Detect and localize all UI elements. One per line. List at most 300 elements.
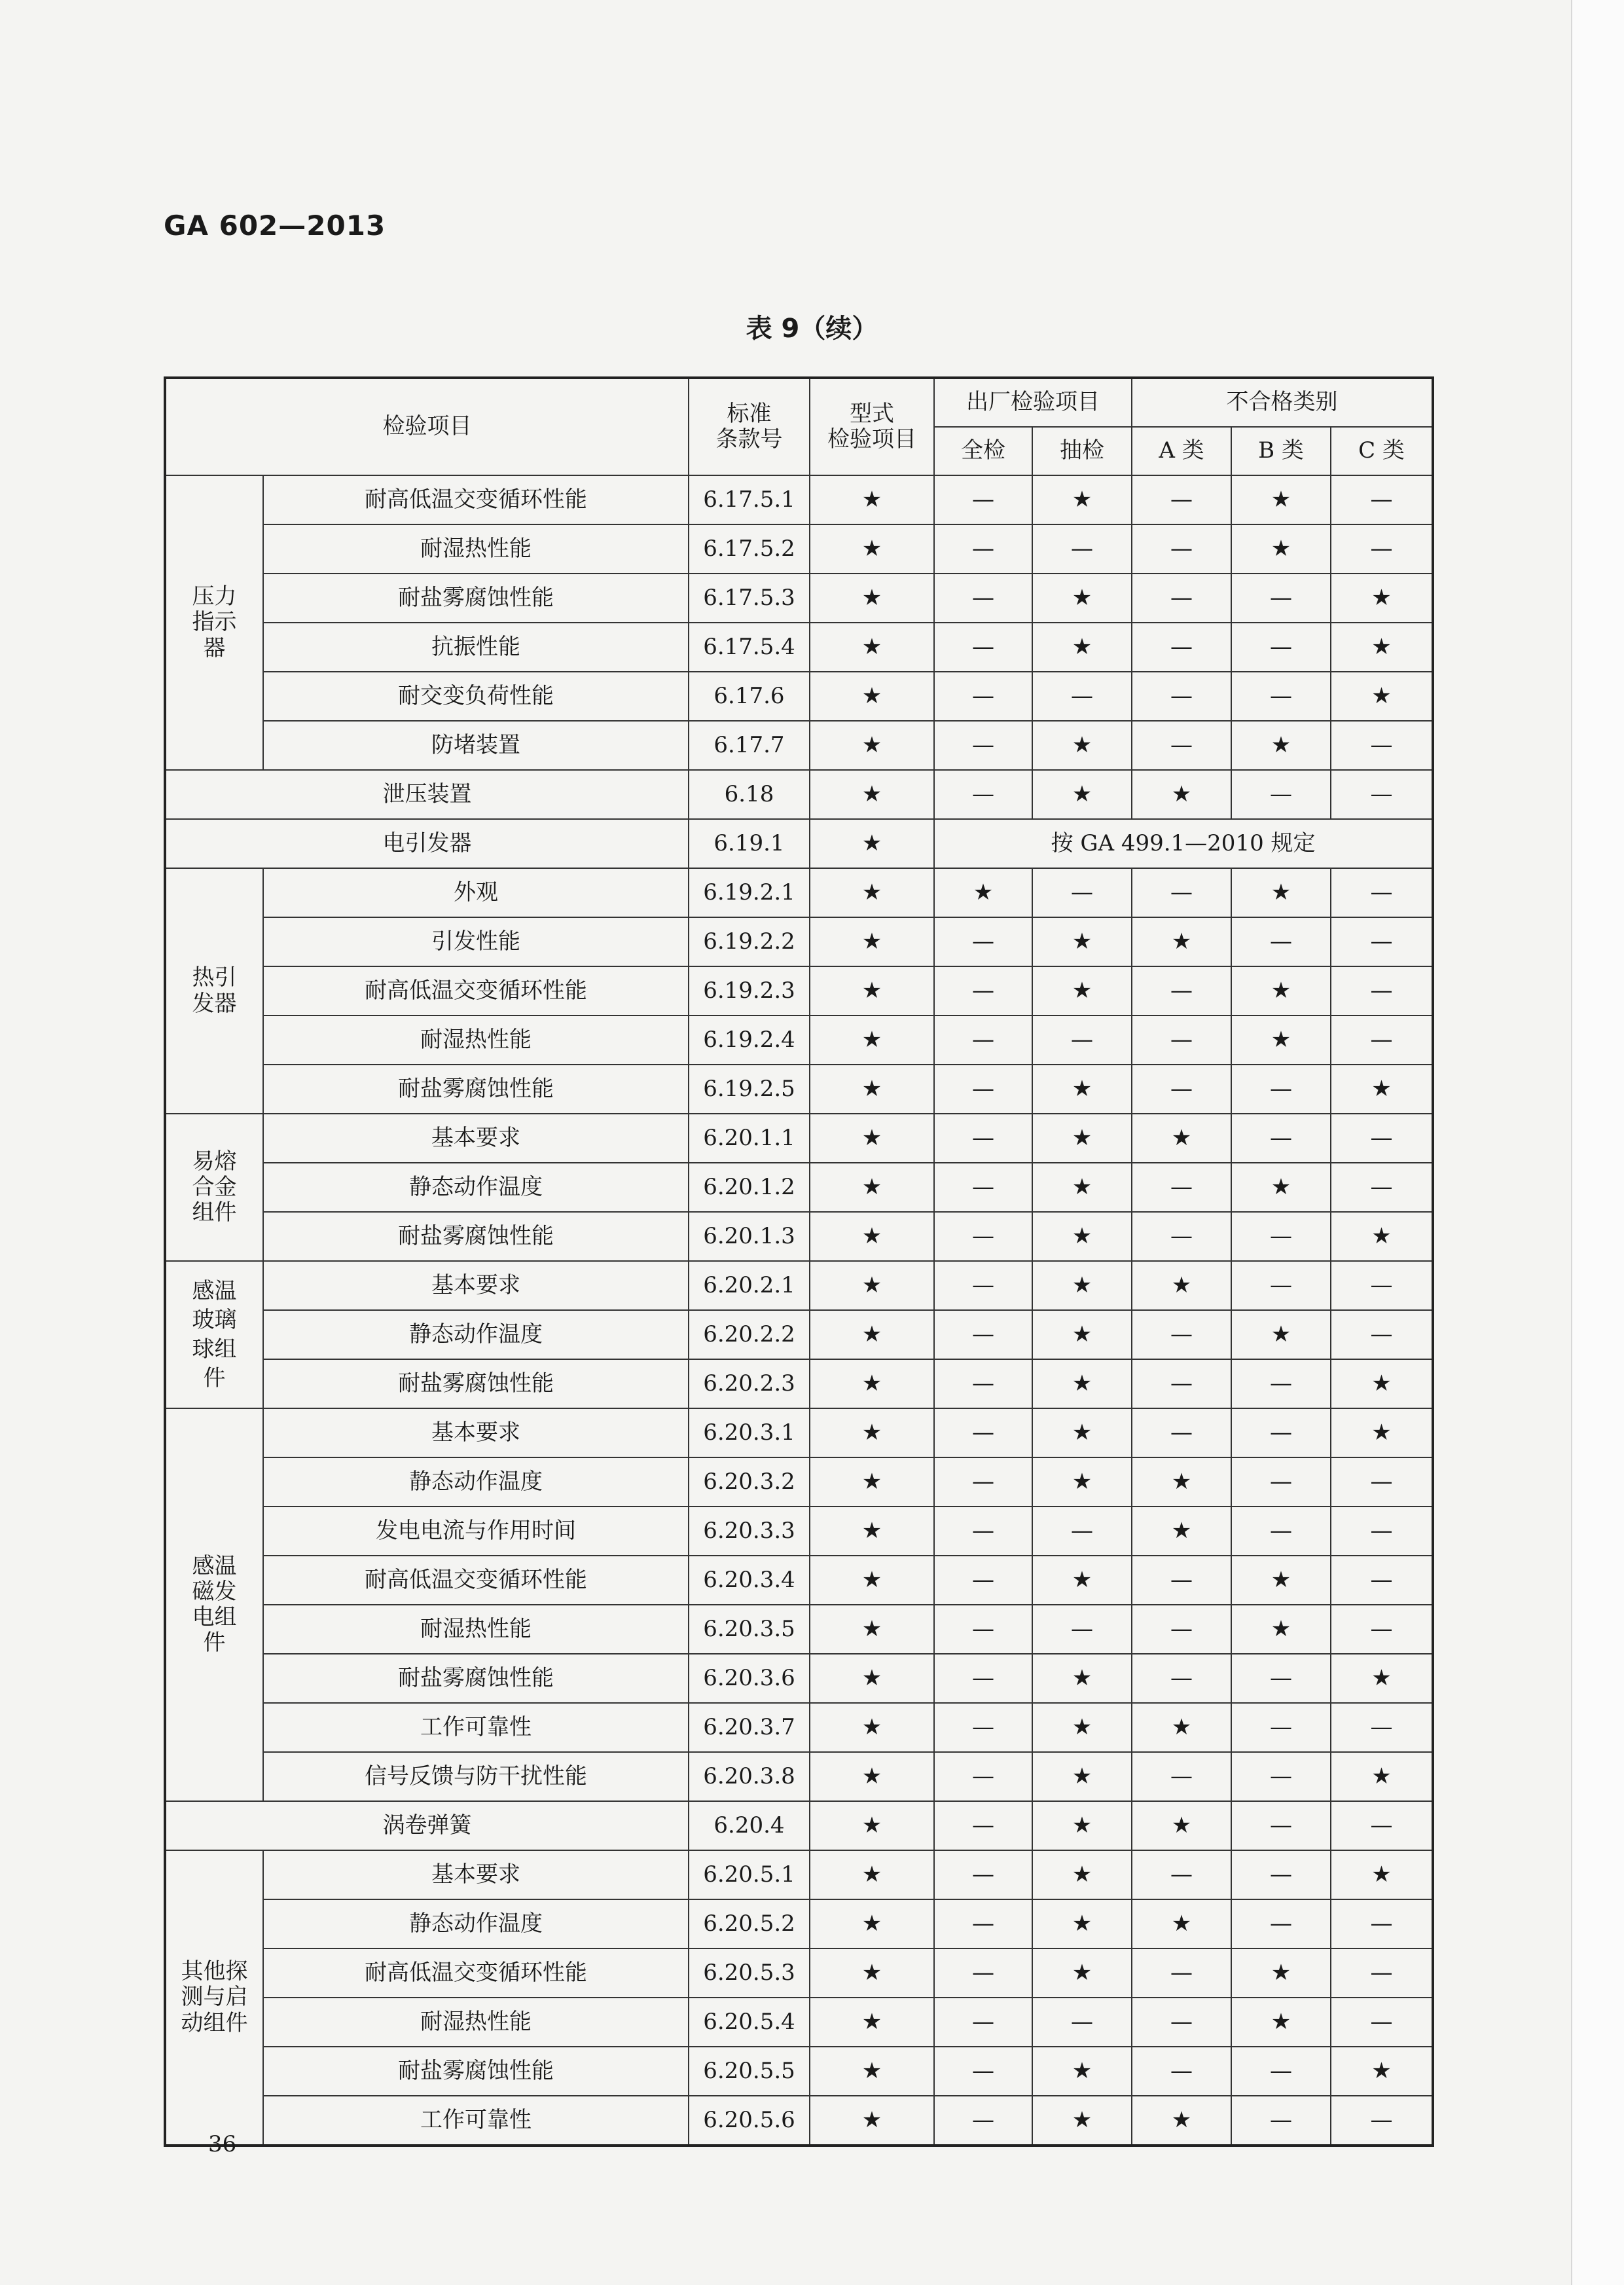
type-cell: ★ bbox=[810, 1948, 934, 1998]
item-cell: 泄压装置 bbox=[165, 770, 689, 819]
class-a-cell: — bbox=[1132, 1310, 1231, 1359]
class-c-cell: — bbox=[1331, 1948, 1433, 1998]
table-row bbox=[165, 1310, 1433, 1359]
group-label-line: 合金 bbox=[192, 1173, 237, 1200]
clause-cell: 6.20.3.1 bbox=[689, 1408, 810, 1457]
class-c-cell: — bbox=[1331, 1310, 1433, 1359]
class-b-cell: — bbox=[1231, 574, 1331, 623]
full-cell: — bbox=[934, 574, 1032, 623]
class-c-cell: — bbox=[1331, 917, 1433, 966]
sample-cell: ★ bbox=[1032, 623, 1132, 672]
full-cell: — bbox=[934, 1703, 1032, 1752]
class-b-cell: — bbox=[1231, 1507, 1331, 1556]
item-cell: 耐盐雾腐蚀性能 bbox=[263, 1065, 689, 1114]
class-a-cell: — bbox=[1132, 1015, 1231, 1065]
sample-cell: ★ bbox=[1032, 2047, 1132, 2096]
table-row bbox=[165, 1261, 1433, 1310]
sample-cell: ★ bbox=[1032, 2096, 1132, 2146]
clause-cell: 6.19.2.4 bbox=[689, 1015, 810, 1065]
type-cell: ★ bbox=[810, 1015, 934, 1065]
class-c-cell: — bbox=[1331, 1261, 1433, 1310]
table-row bbox=[165, 1114, 1433, 1163]
full-cell: — bbox=[934, 917, 1032, 966]
table-row bbox=[165, 1457, 1433, 1507]
clause-cell: 6.19.2.3 bbox=[689, 966, 810, 1015]
table-row bbox=[165, 2047, 1433, 2096]
sample-cell: ★ bbox=[1032, 1310, 1132, 1359]
table-row bbox=[165, 868, 1433, 917]
table-row bbox=[165, 574, 1433, 623]
class-a-cell: — bbox=[1132, 672, 1231, 721]
clause-cell: 6.20.5.6 bbox=[689, 2096, 810, 2146]
sample-cell: ★ bbox=[1032, 1801, 1132, 1850]
table-row bbox=[165, 1163, 1433, 1212]
clause-cell: 6.20.3.5 bbox=[689, 1605, 810, 1654]
class-c-cell: — bbox=[1331, 1163, 1433, 1212]
type-cell: ★ bbox=[810, 574, 934, 623]
class-a-cell: — bbox=[1132, 1752, 1231, 1801]
clause-cell: 6.20.3.6 bbox=[689, 1654, 810, 1703]
sample-cell: ★ bbox=[1032, 721, 1132, 770]
full-cell: — bbox=[934, 524, 1032, 574]
type-cell: ★ bbox=[810, 1654, 934, 1703]
group-label-line: 指示 bbox=[192, 609, 237, 636]
sample-cell: ★ bbox=[1032, 1359, 1132, 1408]
class-c-cell: — bbox=[1331, 770, 1433, 819]
full-cell: — bbox=[934, 1015, 1032, 1065]
reference-note: 按 GA 499.1—2010 规定 bbox=[934, 819, 1433, 868]
type-cell: ★ bbox=[810, 1261, 934, 1310]
class-b-cell: — bbox=[1231, 2047, 1331, 2096]
sample-cell: ★ bbox=[1032, 1457, 1132, 1507]
class-a-cell: — bbox=[1132, 1163, 1231, 1212]
table-row bbox=[165, 1015, 1433, 1065]
clause-cell: 6.17.5.3 bbox=[689, 574, 810, 623]
type-cell: ★ bbox=[810, 623, 934, 672]
clause-cell: 6.20.5.4 bbox=[689, 1998, 810, 2047]
class-a-cell: — bbox=[1132, 1948, 1231, 1998]
class-a-cell: — bbox=[1132, 574, 1231, 623]
clause-cell: 6.17.7 bbox=[689, 721, 810, 770]
item-cell: 耐盐雾腐蚀性能 bbox=[263, 1359, 689, 1408]
clause-cell: 6.20.2.1 bbox=[689, 1261, 810, 1310]
sample-cell: ★ bbox=[1032, 1703, 1132, 1752]
class-b-cell: — bbox=[1231, 1899, 1331, 1948]
item-cell: 耐湿热性能 bbox=[263, 524, 689, 574]
class-b-cell: ★ bbox=[1231, 475, 1331, 524]
sample-cell: ★ bbox=[1032, 1899, 1132, 1948]
sample-cell: ★ bbox=[1032, 1556, 1132, 1605]
type-cell: ★ bbox=[810, 524, 934, 574]
class-b-cell: — bbox=[1231, 1408, 1331, 1457]
class-a-cell: — bbox=[1132, 1850, 1231, 1899]
type-cell: ★ bbox=[810, 1065, 934, 1114]
item-cell: 基本要求 bbox=[263, 1408, 689, 1457]
sample-cell: — bbox=[1032, 1015, 1132, 1065]
class-a-cell: — bbox=[1132, 721, 1231, 770]
class-a-cell: — bbox=[1132, 1556, 1231, 1605]
table-row bbox=[165, 1065, 1433, 1114]
clause-cell: 6.20.3.3 bbox=[689, 1507, 810, 1556]
type-cell: ★ bbox=[810, 966, 934, 1015]
type-cell: ★ bbox=[810, 475, 934, 524]
item-cell: 耐盐雾腐蚀性能 bbox=[263, 1654, 689, 1703]
sample-cell: ★ bbox=[1032, 475, 1132, 524]
full-cell: — bbox=[934, 1556, 1032, 1605]
full-cell: — bbox=[934, 1457, 1032, 1507]
class-b-cell: — bbox=[1231, 1850, 1331, 1899]
class-a-cell: ★ bbox=[1132, 1801, 1231, 1850]
type-cell: ★ bbox=[810, 721, 934, 770]
type-cell: ★ bbox=[810, 1114, 934, 1163]
clause-cell: 6.20.5.5 bbox=[689, 2047, 810, 2096]
full-cell: — bbox=[934, 1507, 1032, 1556]
class-b-cell: — bbox=[1231, 1261, 1331, 1310]
class-a-cell: — bbox=[1132, 1359, 1231, 1408]
sample-cell: ★ bbox=[1032, 1212, 1132, 1261]
sample-cell: ★ bbox=[1032, 770, 1132, 819]
item-cell: 发电电流与作用时间 bbox=[263, 1507, 689, 1556]
class-a-cell: — bbox=[1132, 1212, 1231, 1261]
clause-cell: 6.20.3.7 bbox=[689, 1703, 810, 1752]
item-cell: 耐高低温交变循环性能 bbox=[263, 475, 689, 524]
sample-cell: ★ bbox=[1032, 1114, 1132, 1163]
class-c-cell: — bbox=[1331, 1605, 1433, 1654]
class-a-cell: ★ bbox=[1132, 1899, 1231, 1948]
type-cell: ★ bbox=[810, 1163, 934, 1212]
class-c-cell: ★ bbox=[1331, 1359, 1433, 1408]
class-c-cell: — bbox=[1331, 1998, 1433, 2047]
sample-cell: ★ bbox=[1032, 1948, 1132, 1998]
table-row bbox=[165, 1556, 1433, 1605]
sample-cell: — bbox=[1032, 672, 1132, 721]
item-cell: 电引发器 bbox=[165, 819, 689, 868]
group-fusible-alloy bbox=[165, 1114, 263, 1261]
class-a-cell: — bbox=[1132, 1654, 1231, 1703]
header-clause-line1: 标准 bbox=[727, 400, 772, 427]
sample-cell: ★ bbox=[1032, 1654, 1132, 1703]
full-cell: — bbox=[934, 1114, 1032, 1163]
class-b-cell: — bbox=[1231, 1212, 1331, 1261]
class-a-cell: ★ bbox=[1132, 917, 1231, 966]
class-c-cell: ★ bbox=[1331, 2047, 1433, 2096]
group-label-line: 玻璃 bbox=[192, 1307, 237, 1334]
item-cell: 基本要求 bbox=[263, 1850, 689, 1899]
item-cell: 引发性能 bbox=[263, 917, 689, 966]
full-cell: — bbox=[934, 1310, 1032, 1359]
type-cell: ★ bbox=[810, 1457, 934, 1507]
group-label-line: 件 bbox=[203, 1364, 226, 1391]
table-row bbox=[165, 1801, 1433, 1850]
table-row bbox=[165, 917, 1433, 966]
table-row bbox=[165, 1408, 1433, 1457]
class-c-cell: — bbox=[1331, 2096, 1433, 2146]
class-b-cell: ★ bbox=[1231, 1605, 1331, 1654]
class-a-cell: — bbox=[1132, 1998, 1231, 2047]
type-cell: ★ bbox=[810, 1556, 934, 1605]
sample-cell: — bbox=[1032, 1605, 1132, 1654]
class-c-cell: — bbox=[1331, 966, 1433, 1015]
table-body bbox=[165, 475, 1433, 2146]
type-cell: ★ bbox=[810, 1507, 934, 1556]
table-row bbox=[165, 672, 1433, 721]
header-nonconformity: 不合格类别 bbox=[1132, 378, 1433, 427]
type-cell: ★ bbox=[810, 1408, 934, 1457]
table-row bbox=[165, 1212, 1433, 1261]
table-row bbox=[165, 1703, 1433, 1752]
item-cell: 涡卷弹簧 bbox=[165, 1801, 689, 1850]
item-cell: 信号反馈与防干扰性能 bbox=[263, 1752, 689, 1801]
class-b-cell: — bbox=[1231, 1801, 1331, 1850]
sample-cell: — bbox=[1032, 524, 1132, 574]
clause-cell: 6.20.5.3 bbox=[689, 1948, 810, 1998]
item-cell: 耐高低温交变循环性能 bbox=[263, 1948, 689, 1998]
class-a-cell: ★ bbox=[1132, 1114, 1231, 1163]
full-cell: — bbox=[934, 966, 1032, 1015]
item-cell: 静态动作温度 bbox=[263, 1457, 689, 1507]
header-class-b: B 类 bbox=[1231, 427, 1331, 475]
sample-cell: ★ bbox=[1032, 1261, 1132, 1310]
header-type-line2: 检验项目 bbox=[827, 426, 916, 452]
group-label-line: 球组 bbox=[192, 1336, 237, 1362]
table-row bbox=[165, 475, 1433, 524]
type-cell: ★ bbox=[810, 1703, 934, 1752]
item-cell: 耐湿热性能 bbox=[263, 1015, 689, 1065]
clause-cell: 6.20.3.2 bbox=[689, 1457, 810, 1507]
clause-cell: 6.20.1.3 bbox=[689, 1212, 810, 1261]
type-cell: ★ bbox=[810, 1212, 934, 1261]
group-label-line: 件 bbox=[203, 1630, 226, 1656]
item-cell: 耐湿热性能 bbox=[263, 1998, 689, 2047]
class-c-cell: — bbox=[1331, 721, 1433, 770]
class-b-cell: ★ bbox=[1231, 1948, 1331, 1998]
type-cell: ★ bbox=[810, 1899, 934, 1948]
class-a-cell: ★ bbox=[1132, 2096, 1231, 2146]
clause-cell: 6.20.5.1 bbox=[689, 1850, 810, 1899]
table-row bbox=[165, 1359, 1433, 1408]
full-cell: — bbox=[934, 1899, 1032, 1948]
class-b-cell: ★ bbox=[1231, 1015, 1331, 1065]
header-type-line1: 型式 bbox=[850, 400, 894, 427]
class-c-cell: — bbox=[1331, 1703, 1433, 1752]
sample-cell: ★ bbox=[1032, 1065, 1132, 1114]
type-cell: ★ bbox=[810, 1605, 934, 1654]
sample-cell: ★ bbox=[1032, 574, 1132, 623]
class-c-cell: ★ bbox=[1331, 1408, 1433, 1457]
clause-cell: 6.17.6 bbox=[689, 672, 810, 721]
table-row bbox=[165, 1507, 1433, 1556]
sample-cell: — bbox=[1032, 1998, 1132, 2047]
item-cell: 工作可靠性 bbox=[263, 1703, 689, 1752]
type-cell: ★ bbox=[810, 672, 934, 721]
group-label-line: 热引 bbox=[192, 964, 237, 991]
full-cell: — bbox=[934, 1065, 1032, 1114]
class-a-cell: — bbox=[1132, 475, 1231, 524]
sample-cell: ★ bbox=[1032, 917, 1132, 966]
item-cell: 耐盐雾腐蚀性能 bbox=[263, 2047, 689, 2096]
class-c-cell: — bbox=[1331, 1899, 1433, 1948]
class-c-cell: ★ bbox=[1331, 574, 1433, 623]
class-c-cell: — bbox=[1331, 475, 1433, 524]
clause-cell: 6.19.2.1 bbox=[689, 868, 810, 917]
full-cell: — bbox=[934, 1850, 1032, 1899]
type-cell: ★ bbox=[810, 1850, 934, 1899]
page-number: 36 bbox=[208, 2131, 237, 2157]
clause-cell: 6.20.1.1 bbox=[689, 1114, 810, 1163]
class-b-cell: — bbox=[1231, 1654, 1331, 1703]
sample-cell: ★ bbox=[1032, 1752, 1132, 1801]
table-row bbox=[165, 966, 1433, 1015]
sample-cell: ★ bbox=[1032, 1163, 1132, 1212]
item-cell: 静态动作温度 bbox=[263, 1899, 689, 1948]
class-c-cell: ★ bbox=[1331, 672, 1433, 721]
full-cell: — bbox=[934, 770, 1032, 819]
sample-cell: ★ bbox=[1032, 966, 1132, 1015]
class-c-cell: — bbox=[1331, 1507, 1433, 1556]
group-label-line: 测与启 bbox=[181, 1984, 248, 2011]
class-c-cell: ★ bbox=[1331, 623, 1433, 672]
type-cell: ★ bbox=[810, 770, 934, 819]
class-b-cell: — bbox=[1231, 770, 1331, 819]
class-b-cell: ★ bbox=[1231, 1998, 1331, 2047]
item-cell: 工作可靠性 bbox=[263, 2096, 689, 2146]
type-cell: ★ bbox=[810, 868, 934, 917]
type-cell: ★ bbox=[810, 1310, 934, 1359]
type-cell: ★ bbox=[810, 1801, 934, 1850]
class-a-cell: — bbox=[1132, 1065, 1231, 1114]
clause-cell: 6.19.1 bbox=[689, 819, 810, 868]
item-cell: 抗振性能 bbox=[263, 623, 689, 672]
table-row bbox=[165, 1998, 1433, 2047]
clause-cell: 6.20.5.2 bbox=[689, 1899, 810, 1948]
item-cell: 基本要求 bbox=[263, 1114, 689, 1163]
class-a-cell: — bbox=[1132, 623, 1231, 672]
full-cell: — bbox=[934, 1163, 1032, 1212]
group-label-line: 电组 bbox=[192, 1604, 237, 1630]
group-label-line: 易熔 bbox=[192, 1148, 237, 1175]
table-row bbox=[165, 1899, 1433, 1948]
inspection-table bbox=[164, 376, 1434, 2147]
group-label-line: 感温 bbox=[192, 1278, 237, 1305]
item-cell: 耐高低温交变循环性能 bbox=[263, 1556, 689, 1605]
class-b-cell: — bbox=[1231, 623, 1331, 672]
table-row bbox=[165, 1850, 1433, 1899]
class-c-cell: — bbox=[1331, 1801, 1433, 1850]
class-c-cell: ★ bbox=[1331, 1065, 1433, 1114]
group-label-line: 压力 bbox=[192, 583, 237, 610]
class-a-cell: ★ bbox=[1132, 1507, 1231, 1556]
full-cell: — bbox=[934, 1261, 1032, 1310]
clause-cell: 6.20.3.4 bbox=[689, 1556, 810, 1605]
header-item: 检验项目 bbox=[165, 378, 689, 475]
type-cell: ★ bbox=[810, 1359, 934, 1408]
class-b-cell: — bbox=[1231, 1359, 1331, 1408]
class-b-cell: — bbox=[1231, 672, 1331, 721]
full-cell: — bbox=[934, 1948, 1032, 1998]
clause-cell: 6.17.5.1 bbox=[689, 475, 810, 524]
clause-cell: 6.19.2.5 bbox=[689, 1065, 810, 1114]
full-cell: — bbox=[934, 623, 1032, 672]
class-b-cell: ★ bbox=[1231, 868, 1331, 917]
class-b-cell: ★ bbox=[1231, 524, 1331, 574]
group-magnetic-generator bbox=[165, 1408, 263, 1801]
group-label-line: 动组件 bbox=[181, 2009, 248, 2036]
group-label-line: 发器 bbox=[192, 990, 237, 1017]
clause-cell: 6.20.4 bbox=[689, 1801, 810, 1850]
class-c-cell: ★ bbox=[1331, 1654, 1433, 1703]
full-cell: — bbox=[934, 1408, 1032, 1457]
class-c-cell: — bbox=[1331, 1457, 1433, 1507]
clause-cell: 6.17.5.4 bbox=[689, 623, 810, 672]
class-b-cell: — bbox=[1231, 1457, 1331, 1507]
type-cell: ★ bbox=[810, 1998, 934, 2047]
type-cell: ★ bbox=[810, 819, 934, 868]
class-a-cell: — bbox=[1132, 1408, 1231, 1457]
class-b-cell: ★ bbox=[1231, 721, 1331, 770]
class-c-cell: — bbox=[1331, 1556, 1433, 1605]
standard-code: GA 602—2013 bbox=[164, 210, 386, 242]
class-b-cell: ★ bbox=[1231, 1163, 1331, 1212]
full-cell: — bbox=[934, 1212, 1032, 1261]
item-cell: 外观 bbox=[263, 868, 689, 917]
class-a-cell: — bbox=[1132, 2047, 1231, 2096]
item-cell: 静态动作温度 bbox=[263, 1310, 689, 1359]
table-row bbox=[165, 1948, 1433, 1998]
class-b-cell: — bbox=[1231, 1114, 1331, 1163]
clause-cell: 6.17.5.2 bbox=[689, 524, 810, 574]
table-row bbox=[165, 721, 1433, 770]
class-a-cell: ★ bbox=[1132, 1261, 1231, 1310]
item-cell: 耐湿热性能 bbox=[263, 1605, 689, 1654]
class-a-cell: ★ bbox=[1132, 770, 1231, 819]
class-c-cell: ★ bbox=[1331, 1850, 1433, 1899]
header-class-c: C 类 bbox=[1331, 427, 1433, 475]
item-cell: 耐盐雾腐蚀性能 bbox=[263, 1212, 689, 1261]
full-cell: — bbox=[934, 1998, 1032, 2047]
full-cell: — bbox=[934, 721, 1032, 770]
full-cell: — bbox=[934, 672, 1032, 721]
group-thermal-initiator bbox=[165, 868, 263, 1114]
class-c-cell: — bbox=[1331, 868, 1433, 917]
sample-cell: ★ bbox=[1032, 1408, 1132, 1457]
table-title: 表 9（续） bbox=[746, 314, 878, 344]
group-glass-bulb bbox=[165, 1261, 263, 1408]
clause-cell: 6.20.1.2 bbox=[689, 1163, 810, 1212]
header-factory: 出厂检验项目 bbox=[934, 378, 1132, 427]
header-class-a: A 类 bbox=[1132, 427, 1231, 475]
full-cell: — bbox=[934, 1801, 1032, 1850]
full-cell: — bbox=[934, 475, 1032, 524]
header-type bbox=[810, 378, 934, 475]
table-row bbox=[165, 2096, 1433, 2146]
class-b-cell: ★ bbox=[1231, 1556, 1331, 1605]
class-a-cell: — bbox=[1132, 524, 1231, 574]
class-a-cell: — bbox=[1132, 966, 1231, 1015]
table-row bbox=[165, 770, 1433, 819]
clause-cell: 6.19.2.2 bbox=[689, 917, 810, 966]
class-b-cell: — bbox=[1231, 917, 1331, 966]
class-c-cell: ★ bbox=[1331, 1752, 1433, 1801]
full-cell: — bbox=[934, 2047, 1032, 2096]
class-b-cell: — bbox=[1231, 1703, 1331, 1752]
class-b-cell: — bbox=[1231, 1752, 1331, 1801]
class-b-cell: — bbox=[1231, 1065, 1331, 1114]
group-other-detection bbox=[165, 1850, 263, 2146]
clause-cell: 6.20.2.2 bbox=[689, 1310, 810, 1359]
clause-cell: 6.20.2.3 bbox=[689, 1359, 810, 1408]
group-label-line: 磁发 bbox=[192, 1578, 237, 1605]
table-row bbox=[165, 1605, 1433, 1654]
